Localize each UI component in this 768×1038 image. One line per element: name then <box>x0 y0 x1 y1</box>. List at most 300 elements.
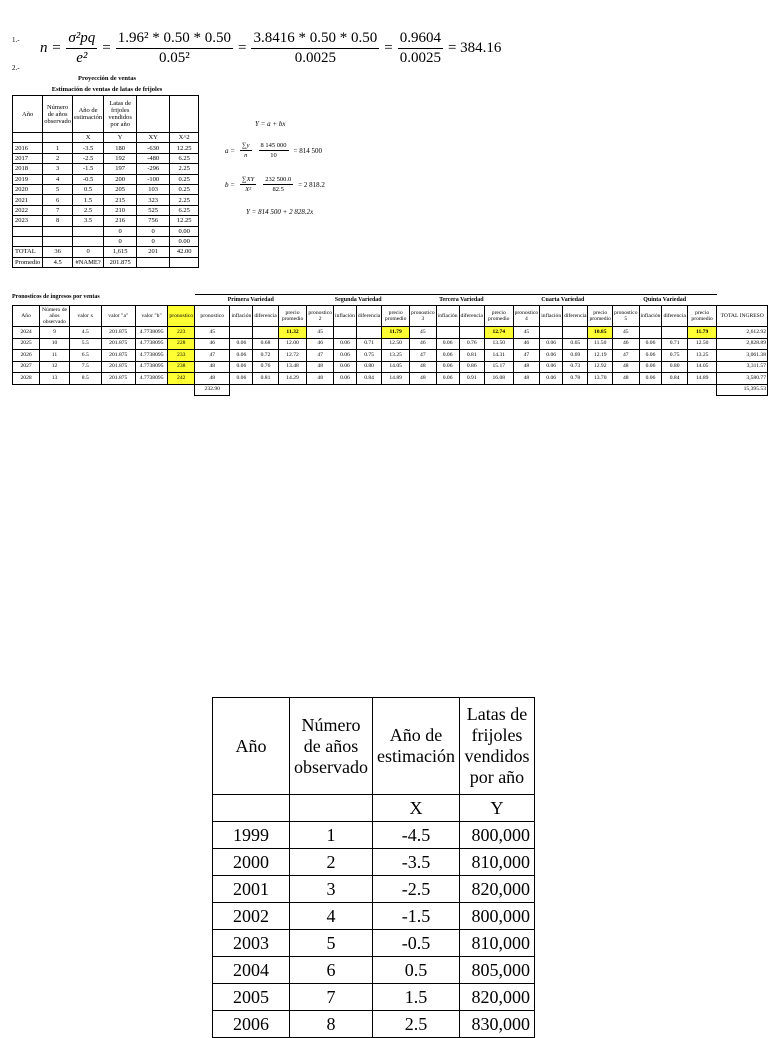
big-header-row <box>213 698 535 795</box>
forecast-cell: 0.06 <box>436 361 459 373</box>
big-subheader-cell <box>290 795 373 822</box>
table-cell: 323 <box>137 195 170 205</box>
forecast-cell: 0.06 <box>639 373 662 385</box>
forecast-cell: 47 <box>307 350 334 362</box>
a-num-value: 8 145 000 <box>260 142 287 149</box>
big-table-cell: 2003 <box>213 930 290 957</box>
table-cell: 210 <box>104 205 137 215</box>
forecast-cell: 2027 <box>13 361 40 373</box>
big-subheader-cell: Y <box>459 795 534 822</box>
table-cell: 6.25 <box>170 205 199 215</box>
a-result: = 814 500 <box>293 146 322 155</box>
subheader-cell: X^2 <box>170 133 199 143</box>
forecast-cell: 3,061.38 <box>717 350 768 362</box>
big-table-cell: 805,000 <box>459 957 534 984</box>
big-table-cell: 2004 <box>213 957 290 984</box>
table-row <box>13 226 199 236</box>
big-table-cell: -0.5 <box>372 930 459 957</box>
header-year: Año <box>13 96 43 133</box>
forecast-cell: 48 <box>513 361 540 373</box>
big-table-row <box>213 876 535 903</box>
forecast-cell: 14.89 <box>687 373 717 385</box>
forecast-cell: 10 <box>40 338 70 350</box>
table-cell: 2020 <box>13 184 43 194</box>
big-header-year: Año <box>213 698 290 795</box>
forecast-cell: 48 <box>195 373 230 385</box>
big-table-row <box>213 957 535 984</box>
table-cell: 200 <box>104 174 137 184</box>
forecast-cell: 0.06 <box>230 373 253 385</box>
forecast-cell: 48 <box>410 373 437 385</box>
big-table-cell: 820,000 <box>459 984 534 1011</box>
forecast-cell <box>639 327 662 339</box>
forecast-cell: 14.05 <box>382 361 410 373</box>
forecast-cell: 11.79 <box>382 327 410 339</box>
forecast-cell <box>563 327 588 339</box>
header-years-observed: Número de años observado <box>43 96 73 133</box>
forecast-cell: 0.81 <box>253 373 278 385</box>
table-cell: 205 <box>104 184 137 194</box>
forecast-header-cell: inflación <box>639 306 662 327</box>
table-cell: 180 <box>104 143 137 153</box>
forecast-cell: 2025 <box>13 338 40 350</box>
forecast-cell: 0.73 <box>563 361 588 373</box>
big-table-cell: 820,000 <box>459 876 534 903</box>
forecast-header-cell: pronostico 5 <box>612 306 639 327</box>
subheader-cell <box>43 133 73 143</box>
forecast-cell: 11.50 <box>588 338 612 350</box>
forecast-cell: 0.81 <box>459 350 484 362</box>
b-num: ∑XY <box>241 176 255 183</box>
forecast-table <box>12 294 768 396</box>
subheader-cell <box>13 133 43 143</box>
forecast-body <box>13 327 768 385</box>
big-table-cell: 0.5 <box>372 957 459 984</box>
big-table-cell: -3.5 <box>372 849 459 876</box>
sample-size-formula: n = $\frac{\text{σ²pq}}{\text{e²}}$ = $\frac{\text{1.96² * 0.50 * 0.50}}{\text{0.05²}}$ = $\frac{3.8416 * 0.50 * 0.50}{0.0025}$ = $\frac{0.9604}{0.0025}$ = 384.16 <box>40 29 502 66</box>
table-subheader-row <box>13 133 199 143</box>
table-cell: 2018 <box>13 164 43 174</box>
forecast-cell: 13 <box>40 373 70 385</box>
big-table-cell: 2000 <box>213 849 290 876</box>
forecast-cell: 48 <box>612 373 639 385</box>
forecast-cell: 0.76 <box>459 338 484 350</box>
b-formula <box>225 176 325 193</box>
forecast-header-cell: pronostico 2 <box>307 306 334 327</box>
forecast-cell <box>459 327 484 339</box>
forecast-cell: 14.89 <box>382 373 410 385</box>
variety-2-title: Segunda Variedad <box>307 295 410 306</box>
forecast-cell: 13.25 <box>382 350 410 362</box>
forecast-row <box>13 361 768 373</box>
table-cell: -630 <box>137 143 170 153</box>
forecast-sum-row <box>13 384 768 396</box>
forecast-cell <box>662 327 687 339</box>
a-lhs: a = <box>225 146 235 155</box>
big-table-cell: -4.5 <box>372 822 459 849</box>
big-table-cell: -1.5 <box>372 903 459 930</box>
forecast-cell: 0.06 <box>334 350 357 362</box>
forecast-header-cell: diferencia <box>662 306 687 327</box>
table-cell: 2021 <box>13 195 43 205</box>
sum-pronostico: 232.90 <box>195 384 230 396</box>
forecast-cell: 9 <box>40 327 70 339</box>
forecast-header-cell: valor x <box>69 306 101 327</box>
table-cell: 201 <box>137 247 170 257</box>
forecast-cell: 45 <box>195 327 230 339</box>
forecast-cell: 0.91 <box>459 373 484 385</box>
big-table-cell: 2.5 <box>372 1011 459 1038</box>
forecast-cell: 13.70 <box>588 373 612 385</box>
forecast-cell: 0.06 <box>540 373 563 385</box>
forecast-cell: 12.50 <box>687 338 717 350</box>
forecast-cell: 0.78 <box>563 373 588 385</box>
table-row <box>13 216 199 226</box>
formula-result: = 384.16 <box>447 39 502 56</box>
forecast-cell: 12.92 <box>588 361 612 373</box>
regression-model <box>255 120 285 128</box>
table-row <box>13 247 199 257</box>
forecast-cell: 14.05 <box>687 361 717 373</box>
table-row <box>13 205 199 215</box>
forecast-cell: 0.06 <box>230 338 253 350</box>
forecast-cell: 12.19 <box>588 350 612 362</box>
f1-denominator: e² <box>76 49 88 66</box>
table-cell: 1.5 <box>73 195 104 205</box>
table-cell: 215 <box>104 195 137 205</box>
big-table-row <box>213 849 535 876</box>
forecast-cell: 0.80 <box>662 361 687 373</box>
forecast-row <box>13 350 768 362</box>
formula-fraction-4 <box>398 30 443 67</box>
forecast-title: Pronosticos de ingresos por ventas <box>12 294 100 300</box>
table-cell: 3 <box>43 164 73 174</box>
table-cell: 2.5 <box>73 205 104 215</box>
big-table-cell: 2005 <box>213 984 290 1011</box>
table-cell: 192 <box>104 153 137 163</box>
table-cell: 1,615 <box>104 247 137 257</box>
section-1-label: 1.- <box>12 36 20 44</box>
forecast-cell <box>253 327 278 339</box>
forecast-cell: 15.17 <box>484 361 513 373</box>
f2-denominator: 0.05² <box>159 49 190 66</box>
forecast-cell: 2026 <box>13 350 40 362</box>
f3-numerator: 3.8416 * 0.50 * 0.50 <box>251 30 379 49</box>
forecast-header-cell: inflación <box>540 306 563 327</box>
formula-fraction-1 <box>66 30 97 67</box>
table-cell: 0 <box>137 236 170 246</box>
table-cell <box>73 236 104 246</box>
section-2-label: 2.- <box>12 64 20 72</box>
big-subheader-cell <box>213 795 290 822</box>
a-fraction <box>240 142 252 159</box>
forecast-cell: 3,580.77 <box>717 373 768 385</box>
forecast-cell: 14.29 <box>278 373 307 385</box>
table-cell <box>13 236 43 246</box>
a-den: n <box>244 152 248 159</box>
table-row <box>13 236 199 246</box>
f3-denominator: 0.0025 <box>294 49 336 66</box>
forecast-cell: 11.79 <box>687 327 717 339</box>
table-cell: 2017 <box>13 153 43 163</box>
table-cell: 1 <box>43 143 73 153</box>
forecast-cell: 0.68 <box>253 338 278 350</box>
forecast-cell: 3,311.57 <box>717 361 768 373</box>
forecast-cell: 0.06 <box>639 338 662 350</box>
forecast-cell: 11 <box>40 350 70 362</box>
forecast-cell: 48 <box>612 361 639 373</box>
a-num: ∑y <box>241 142 250 149</box>
f1-numerator: σ²pq <box>66 30 97 49</box>
forecast-cell: 201.875 <box>101 338 135 350</box>
forecast-cell: 48 <box>513 373 540 385</box>
big-table-cell: 810,000 <box>459 849 534 876</box>
table-cell: 201.875 <box>104 257 137 267</box>
a-fraction-values <box>259 142 289 159</box>
historical-sales-table <box>212 697 535 1038</box>
forecast-header-cell: pronostico 4 <box>513 306 540 327</box>
table-cell <box>43 226 73 236</box>
table-cell: 7 <box>43 205 73 215</box>
table-cell: 103 <box>137 184 170 194</box>
forecast-cell: 0.84 <box>356 373 381 385</box>
forecast-header-cell: diferencia <box>563 306 588 327</box>
forecast-cell <box>540 327 563 339</box>
b-lhs: b = <box>225 180 235 189</box>
table-cell: -480 <box>137 153 170 163</box>
forecast-cell: 0.06 <box>436 338 459 350</box>
forecast-cell: 0.06 <box>639 350 662 362</box>
forecast-cell: 0.06 <box>436 373 459 385</box>
forecast-row <box>13 338 768 350</box>
forecast-cell: 0.06 <box>540 350 563 362</box>
f4-numerator: 0.9604 <box>398 30 443 49</box>
table-row <box>13 164 199 174</box>
forecast-cell: 48 <box>307 361 334 373</box>
forecast-cell: 0.06 <box>540 361 563 373</box>
forecast-cell: 0.06 <box>540 338 563 350</box>
forecast-cell: 4.5 <box>69 327 101 339</box>
forecast-cell: 6.5 <box>69 350 101 362</box>
table-cell: 525 <box>137 205 170 215</box>
forecast-cell: 201.875 <box>101 327 135 339</box>
forecast-cell: 242 <box>168 373 195 385</box>
header-estimation-year: Año de estimación <box>73 96 104 133</box>
forecast-cell: 0.06 <box>334 373 357 385</box>
variety-5-title: Quinta Variedad <box>612 295 717 306</box>
big-table-cell: 4 <box>290 903 373 930</box>
table-cell: #NAME? <box>73 257 104 267</box>
forecast-cell: 10.85 <box>588 327 612 339</box>
big-subheader-row <box>213 795 535 822</box>
b-fraction-values <box>263 176 293 193</box>
big-table-cell: 2001 <box>213 876 290 903</box>
forecast-row <box>13 327 768 339</box>
variety-3-title: Tercera Variedad <box>410 295 514 306</box>
forecast-cell <box>436 327 459 339</box>
forecast-cell: 238 <box>168 361 195 373</box>
sales-estimation-body <box>13 143 199 268</box>
table-cell: 2.25 <box>170 195 199 205</box>
regression-model-text: Y = a + bx <box>255 120 286 128</box>
forecast-cell: 4.7738095 <box>135 327 168 339</box>
forecast-cell: 0.86 <box>459 361 484 373</box>
table-cell: 0 <box>104 226 137 236</box>
sum-total-ingreso: 15,395.53 <box>717 384 768 396</box>
big-table-cell: 800,000 <box>459 903 534 930</box>
forecast-cell: 233 <box>168 350 195 362</box>
forecast-cell: 48 <box>307 373 334 385</box>
big-table-cell: 8 <box>290 1011 373 1038</box>
table-cell: 3.5 <box>73 216 104 226</box>
f2-numerator: 1.96² * 0.50 * 0.50 <box>116 30 233 49</box>
subheader-cell: XY <box>137 133 170 143</box>
big-table-row <box>213 984 535 1011</box>
variety-header-row <box>13 295 768 306</box>
table-cell: 0 <box>73 247 104 257</box>
formula-fraction-2 <box>116 30 233 67</box>
forecast-cell: 2,612.92 <box>717 327 768 339</box>
variety-4-title: Cuarta Variedad <box>513 295 612 306</box>
table-cell <box>73 226 104 236</box>
forecast-cell: 0.06 <box>436 350 459 362</box>
forecast-header-cell: diferencia <box>459 306 484 327</box>
table-cell: 12.25 <box>170 143 199 153</box>
forecast-header-cell: pronostico <box>168 306 195 327</box>
forecast-header-cell: precio promedio <box>588 306 612 327</box>
sales-projection-title: Proyección de ventas <box>77 75 136 82</box>
big-table-cell: 6 <box>290 957 373 984</box>
table-cell: 4.5 <box>43 257 73 267</box>
forecast-cell: 0.69 <box>563 350 588 362</box>
forecast-cell: 201.875 <box>101 373 135 385</box>
big-table-row <box>213 822 535 849</box>
forecast-cell: 4.7738095 <box>135 350 168 362</box>
forecast-cell: 14.31 <box>484 350 513 362</box>
table-cell: 5 <box>43 184 73 194</box>
big-header-cans-sold: Latas de frijoles vendidos por año <box>459 698 534 795</box>
table-cell: 0.25 <box>170 174 199 184</box>
f4-denominator: 0.0025 <box>399 49 441 66</box>
table-cell: -3.5 <box>73 143 104 153</box>
b-result: = 2 818.2 <box>298 180 325 189</box>
forecast-header-cell: pronostico <box>195 306 230 327</box>
big-table-cell: 2006 <box>213 1011 290 1038</box>
big-table-cell: 3 <box>290 876 373 903</box>
forecast-cell <box>356 327 381 339</box>
forecast-cell: 16.08 <box>484 373 513 385</box>
formula-fraction-3 <box>251 30 379 67</box>
b-den: X² <box>245 186 252 193</box>
regression-final <box>246 208 313 216</box>
forecast-cell: 0.75 <box>356 350 381 362</box>
table-cell: -2.5 <box>73 153 104 163</box>
forecast-cell: 0.71 <box>662 338 687 350</box>
forecast-cell: 0.06 <box>230 350 253 362</box>
forecast-cell: 0.06 <box>334 361 357 373</box>
table-row <box>13 195 199 205</box>
table-cell: 0.25 <box>170 184 199 194</box>
table-row <box>13 257 199 267</box>
forecast-cell: 7.5 <box>69 361 101 373</box>
table-cell: 42.00 <box>170 247 199 257</box>
forecast-header-cell: Año <box>13 306 40 327</box>
forecast-cell: 0.06 <box>334 338 357 350</box>
forecast-cell: 201.875 <box>101 361 135 373</box>
forecast-cell: 47 <box>513 350 540 362</box>
forecast-cell: 12 <box>40 361 70 373</box>
big-header-estimation-year: Año de estimación <box>372 698 459 795</box>
historical-sales-body <box>213 822 535 1038</box>
forecast-header-cell: diferencia <box>356 306 381 327</box>
b-den-value: 82.5 <box>272 186 284 193</box>
forecast-header-cell: TOTAL INGRESO <box>717 306 768 327</box>
forecast-cell: 223 <box>168 327 195 339</box>
forecast-cell <box>230 327 253 339</box>
forecast-cell: 0.71 <box>356 338 381 350</box>
header-blank-1 <box>137 96 170 133</box>
forecast-cell: 2024 <box>13 327 40 339</box>
table-cell: 756 <box>137 216 170 226</box>
big-table-cell: 810,000 <box>459 930 534 957</box>
forecast-cell: 47 <box>195 350 230 362</box>
table-cell: 4 <box>43 174 73 184</box>
forecast-cell: 13.48 <box>278 361 307 373</box>
forecast-cell: 46 <box>410 338 437 350</box>
table-cell: -0.5 <box>73 174 104 184</box>
big-table-row <box>213 903 535 930</box>
table-cell: 0.5 <box>73 184 104 194</box>
forecast-cell: 4.7738095 <box>135 373 168 385</box>
table-cell: Promedio <box>13 257 43 267</box>
table-cell: 216 <box>104 216 137 226</box>
forecast-header-cell: precio promedio <box>382 306 410 327</box>
table-cell: -100 <box>137 174 170 184</box>
forecast-cell: 48 <box>410 361 437 373</box>
table-cell: 12.25 <box>170 216 199 226</box>
big-table-cell: 7 <box>290 984 373 1011</box>
table-row <box>13 174 199 184</box>
big-table-cell: 2 <box>290 849 373 876</box>
table-cell: 8 <box>43 216 73 226</box>
table-cell <box>43 236 73 246</box>
forecast-cell: 0.72 <box>253 350 278 362</box>
forecast-cell <box>334 327 357 339</box>
big-table-cell: 5 <box>290 930 373 957</box>
forecast-cell: 46 <box>513 338 540 350</box>
table-cell: 2019 <box>13 174 43 184</box>
header-cans-sold: Latas de frijoles vendidos por año <box>104 96 137 133</box>
table-cell: 36 <box>43 247 73 257</box>
table-cell: 6 <box>43 195 73 205</box>
table-cell: 0 <box>104 236 137 246</box>
table-cell: 2016 <box>13 143 43 153</box>
forecast-cell: 8.5 <box>69 373 101 385</box>
forecast-cell: 47 <box>612 350 639 362</box>
forecast-cell: 4.7738095 <box>135 361 168 373</box>
forecast-cell: 2028 <box>13 373 40 385</box>
table-row <box>13 184 199 194</box>
forecast-cell: 0.84 <box>662 373 687 385</box>
a-formula <box>225 142 322 159</box>
forecast-header-cell: inflación <box>436 306 459 327</box>
forecast-header-cell: Número de años observado <box>40 306 70 327</box>
forecast-cell: 46 <box>307 338 334 350</box>
table-cell: TOTAL <box>13 247 43 257</box>
forecast-cell: 0.80 <box>356 361 381 373</box>
variety-1-title: Primera Variedad <box>195 295 307 306</box>
forecast-header-cell: inflación <box>334 306 357 327</box>
